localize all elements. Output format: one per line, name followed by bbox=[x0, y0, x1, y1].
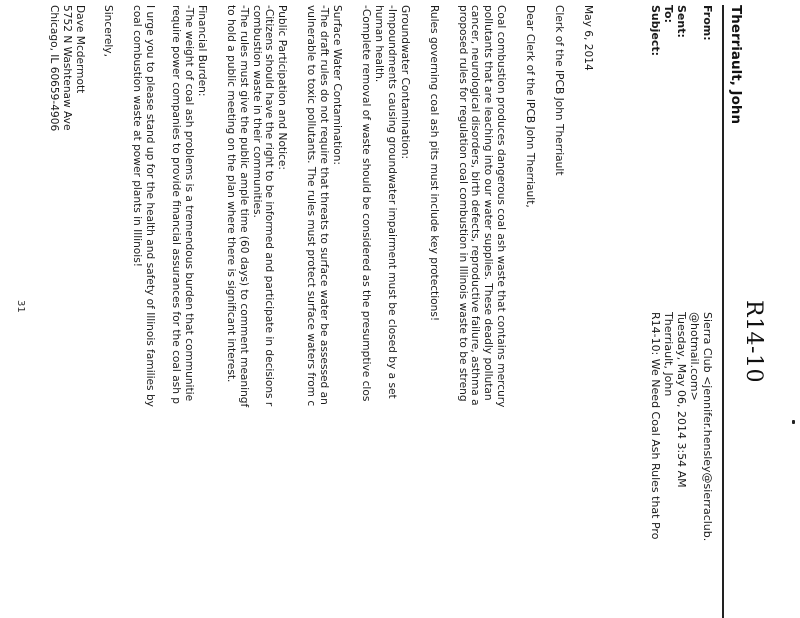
scan-speck bbox=[792, 420, 795, 424]
from-value-line1: Sierra Club <jennifer.hensley@sierraclub. bbox=[701, 312, 714, 542]
document-number: R14-10 bbox=[741, 300, 766, 383]
sent-label: Sent: bbox=[675, 5, 688, 38]
groundwater-heading: Groundwater Contamination: bbox=[398, 5, 411, 160]
financial-line: require power companies to provide financial assurances for the coal ash p bbox=[170, 5, 183, 405]
protections-heading: Rules governing coal ash pits must include key protections! bbox=[427, 5, 440, 322]
header-rule bbox=[722, 5, 724, 618]
page-number: 31 bbox=[15, 300, 26, 313]
signature-address: 5752 N Washtenaw Ave bbox=[60, 5, 73, 131]
participation-line: -The rules must give the public ample time (60 days) to comment meaningf bbox=[237, 5, 250, 408]
participation-line: -Citizens should have the right to be informed and participate in decisions r bbox=[263, 5, 276, 407]
sender-name-heading: Therriault, John bbox=[728, 5, 744, 125]
groundwater-line: -Complete removal of waste should be considered as the presumptive clos bbox=[360, 5, 373, 402]
participation-heading: Public Participation and Notice: bbox=[276, 5, 289, 170]
sent-value: Tuesday, May 06, 2014 3:54 AM bbox=[675, 312, 688, 488]
participation-line: combustion waste in their communities. bbox=[250, 5, 263, 218]
financial-heading: Financial Burden: bbox=[195, 5, 208, 97]
intro-line: cancer, neurological disorders, birth defects, reproductive failure, asthma a bbox=[469, 5, 482, 406]
signature-name: Dave Mcdermott bbox=[73, 5, 86, 94]
header-sent-row bbox=[675, 5, 688, 618]
letter-salutation: Dear Clerk of the IPCB John Therriault, bbox=[524, 5, 537, 208]
closing-line: I urge you to please stand up for the health and safety of Illinois families by bbox=[144, 5, 157, 407]
header-to-row bbox=[662, 5, 675, 618]
header-from-row bbox=[701, 5, 714, 618]
letter-signoff: Sincerely, bbox=[102, 5, 115, 57]
groundwater-line: -Impoundments causing groundwater impairment must be closed by a set bbox=[385, 5, 398, 399]
from-label: From: bbox=[701, 5, 714, 41]
subject-label: Subject: bbox=[649, 5, 662, 57]
intro-line: pollutants that are leaching into our water supplies. These deadly pollutan bbox=[482, 5, 495, 401]
signature-city: Chicago, IL 60659-4906 bbox=[47, 5, 60, 132]
letter-date: May 6, 2014 bbox=[582, 5, 594, 71]
groundwater-line: human health. bbox=[372, 5, 385, 83]
to-label: To: bbox=[662, 5, 675, 23]
financial-line: -The weight of coal ash problems is a tremendous burden that communitie bbox=[182, 5, 195, 402]
surface-line: -The draft rules do not require that threats to surface water be assessed an bbox=[318, 5, 331, 405]
surface-line: vulnerable to toxic pollutants. The rules must protect surface waters from c bbox=[305, 5, 318, 407]
header-subject-row bbox=[649, 5, 662, 618]
intro-line: Coal combustion produces dangerous coal ash waste that contains mercury bbox=[495, 5, 508, 408]
closing-line: coal combustion waste at power plants in Illinois! bbox=[131, 5, 144, 267]
letter-body bbox=[47, 5, 594, 618]
from-value-line2: @hotmail.com> bbox=[688, 312, 701, 401]
participation-line: to hold a public meeting on the plan where there is significant interest. bbox=[224, 5, 237, 383]
surface-heading: Surface Water Contamination: bbox=[331, 5, 344, 165]
to-value: Therriault, John bbox=[662, 312, 675, 397]
letter-recipient: Clerk of the IPCB John Therriault bbox=[553, 5, 566, 176]
intro-line: proposed rules for regulation coal combustion in Illinois waste to be streng bbox=[456, 5, 469, 402]
subject-value: R14-10: We Need Coal Ash Rules that Pro bbox=[649, 312, 662, 540]
